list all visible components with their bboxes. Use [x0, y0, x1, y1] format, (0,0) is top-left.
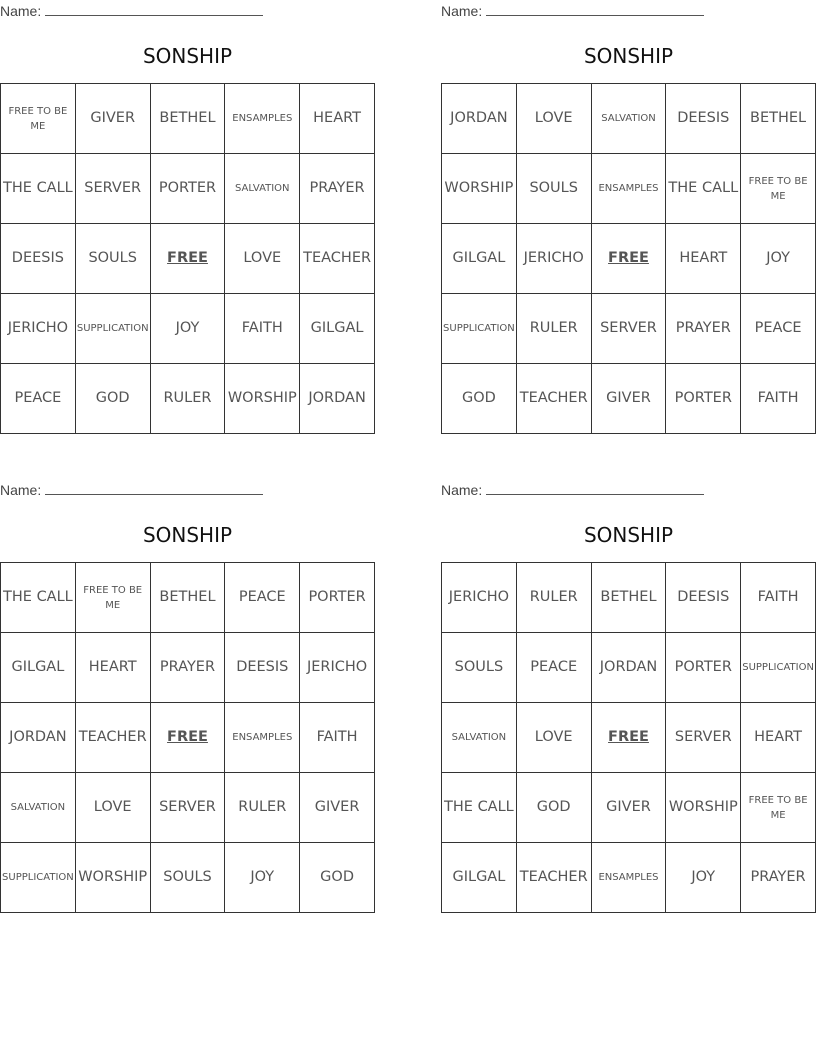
bingo-cell[interactable]: GILGAL — [442, 843, 517, 913]
bingo-cell[interactable]: SOULS — [442, 633, 517, 703]
bingo-cell[interactable]: PORTER — [151, 154, 226, 224]
bingo-cell[interactable]: GOD — [76, 364, 151, 434]
bingo-cell[interactable]: JOY — [741, 224, 816, 294]
bingo-cell[interactable]: DEESIS — [666, 563, 741, 633]
bingo-cell[interactable]: PRAYER — [741, 843, 816, 913]
bingo-cell[interactable]: PRAYER — [151, 633, 226, 703]
bingo-cell[interactable]: RULER — [517, 294, 592, 364]
bingo-card-3 — [0, 479, 375, 913]
bingo-cell[interactable]: JORDAN — [300, 364, 375, 434]
free-space-cell[interactable]: FREE — [151, 224, 226, 294]
name-label: Name: — [0, 3, 42, 19]
bingo-cell[interactable]: PEACE — [741, 294, 816, 364]
bingo-cell[interactable]: TEACHER — [517, 364, 592, 434]
bingo-grid — [0, 562, 375, 913]
bingo-cell[interactable]: HEART — [76, 633, 151, 703]
name-blank-line[interactable] — [45, 481, 263, 495]
bingo-cell[interactable]: JOY — [666, 843, 741, 913]
bingo-cell[interactable]: DEESIS — [225, 633, 300, 703]
name-label: Name: — [441, 3, 483, 19]
bingo-cell[interactable]: BETHEL — [592, 563, 667, 633]
card-title: SONSHIP — [583, 523, 674, 547]
bingo-cell[interactable]: FREE TO BE ME — [1, 84, 76, 154]
bingo-cell[interactable]: GILGAL — [1, 633, 76, 703]
bingo-cell[interactable]: WORSHIP — [442, 154, 517, 224]
bingo-cell[interactable]: GOD — [442, 364, 517, 434]
bingo-cell[interactable]: JOY — [151, 294, 226, 364]
bingo-cell[interactable]: WORSHIP — [666, 773, 741, 843]
bingo-cell[interactable]: ENSAMPLES — [225, 703, 300, 773]
bingo-cell[interactable]: SUPPLICATION — [1, 843, 76, 913]
bingo-cell[interactable]: PRAYER — [300, 154, 375, 224]
bingo-cell[interactable]: GIVER — [76, 84, 151, 154]
bingo-cell[interactable]: JERICHO — [300, 633, 375, 703]
free-space-cell[interactable]: FREE — [592, 703, 667, 773]
bingo-cell[interactable]: HEART — [300, 84, 375, 154]
bingo-cell[interactable]: BETHEL — [741, 84, 816, 154]
bingo-cell[interactable]: SALVATION — [592, 84, 667, 154]
bingo-cell[interactable]: ENSAMPLES — [592, 843, 667, 913]
bingo-cell[interactable]: LOVE — [517, 703, 592, 773]
bingo-cell[interactable]: JOY — [225, 843, 300, 913]
bingo-grid — [0, 83, 375, 434]
bingo-cell[interactable]: JORDAN — [442, 84, 517, 154]
bingo-cell[interactable]: RULER — [151, 364, 226, 434]
bingo-cell[interactable]: GILGAL — [300, 294, 375, 364]
bingo-cell[interactable]: PORTER — [666, 633, 741, 703]
name-field[interactable] — [441, 481, 704, 499]
bingo-cell[interactable]: PEACE — [225, 563, 300, 633]
bingo-cell[interactable]: SUPPLICATION — [741, 633, 816, 703]
card-title: SONSHIP — [142, 523, 233, 547]
bingo-cell[interactable]: PRAYER — [666, 294, 741, 364]
bingo-cell[interactable]: DEESIS — [1, 224, 76, 294]
bingo-cell[interactable]: FREE TO BE ME — [76, 563, 151, 633]
bingo-cell[interactable]: GIVER — [300, 773, 375, 843]
bingo-cell[interactable]: THE CALL — [1, 154, 76, 224]
bingo-grid — [441, 83, 816, 434]
bingo-cell[interactable]: DEESIS — [666, 84, 741, 154]
bingo-cell[interactable]: TEACHER — [76, 703, 151, 773]
bingo-cell[interactable]: THE CALL — [442, 773, 517, 843]
bingo-cell[interactable]: TEACHER — [517, 843, 592, 913]
card-title: SONSHIP — [142, 44, 233, 68]
bingo-cell[interactable]: SALVATION — [1, 773, 76, 843]
bingo-card-2 — [441, 0, 816, 434]
bingo-cell[interactable]: FREE TO BE ME — [741, 773, 816, 843]
bingo-cell[interactable]: FAITH — [300, 703, 375, 773]
card-title: SONSHIP — [583, 44, 674, 68]
bingo-cell[interactable]: JORDAN — [592, 633, 667, 703]
bingo-cell[interactable]: SOULS — [151, 843, 226, 913]
bingo-card-4 — [441, 479, 816, 913]
name-label: Name: — [441, 482, 483, 498]
bingo-cell[interactable]: SERVER — [76, 154, 151, 224]
bingo-cell[interactable]: ENSAMPLES — [592, 154, 667, 224]
bingo-cell[interactable]: SALVATION — [442, 703, 517, 773]
bingo-cell[interactable]: SOULS — [76, 224, 151, 294]
bingo-cell[interactable]: TEACHER — [300, 224, 375, 294]
bingo-grid — [441, 562, 816, 913]
bingo-cell[interactable]: SERVER — [666, 703, 741, 773]
bingo-cell[interactable]: LOVE — [517, 84, 592, 154]
bingo-cell[interactable]: HEART — [741, 703, 816, 773]
bingo-cell[interactable]: SALVATION — [225, 154, 300, 224]
bingo-cell[interactable]: WORSHIP — [225, 364, 300, 434]
bingo-cell[interactable]: PORTER — [666, 364, 741, 434]
free-space-cell[interactable]: FREE — [592, 224, 667, 294]
bingo-cell[interactable]: FAITH — [741, 563, 816, 633]
bingo-cell[interactable]: BETHEL — [151, 84, 226, 154]
free-space-cell[interactable]: FREE — [151, 703, 226, 773]
bingo-cell[interactable]: FREE TO BE ME — [741, 154, 816, 224]
name-blank-line[interactable] — [486, 481, 704, 495]
bingo-cell[interactable]: PEACE — [1, 364, 76, 434]
bingo-cell[interactable]: GILGAL — [442, 224, 517, 294]
name-field[interactable] — [441, 2, 704, 20]
name-field[interactable] — [0, 481, 263, 499]
bingo-cell[interactable]: PORTER — [300, 563, 375, 633]
bingo-cell[interactable]: SOULS — [517, 154, 592, 224]
bingo-cell[interactable]: SERVER — [592, 294, 667, 364]
bingo-cell[interactable]: LOVE — [225, 224, 300, 294]
bingo-cell[interactable]: HEART — [666, 224, 741, 294]
bingo-cell[interactable]: SUPPLICATION — [442, 294, 517, 364]
bingo-cell[interactable]: FAITH — [225, 294, 300, 364]
bingo-cell[interactable]: ENSAMPLES — [225, 84, 300, 154]
bingo-cell[interactable]: GOD — [517, 773, 592, 843]
bingo-cell[interactable]: JORDAN — [1, 703, 76, 773]
name-blank-line[interactable] — [486, 2, 704, 16]
bingo-cell[interactable]: JERICHO — [1, 294, 76, 364]
bingo-cell[interactable]: SERVER — [151, 773, 226, 843]
bingo-cell[interactable]: JERICHO — [517, 224, 592, 294]
bingo-cell[interactable]: FAITH — [741, 364, 816, 434]
bingo-cell[interactable]: GIVER — [592, 773, 667, 843]
bingo-cell[interactable]: THE CALL — [666, 154, 741, 224]
bingo-cell[interactable]: RULER — [517, 563, 592, 633]
bingo-cell[interactable]: THE CALL — [1, 563, 76, 633]
bingo-cell[interactable]: GIVER — [592, 364, 667, 434]
bingo-cell[interactable]: JERICHO — [442, 563, 517, 633]
bingo-cell[interactable]: PEACE — [517, 633, 592, 703]
name-field[interactable] — [0, 2, 263, 20]
name-label: Name: — [0, 482, 42, 498]
bingo-cell[interactable]: WORSHIP — [76, 843, 151, 913]
bingo-cell[interactable]: RULER — [225, 773, 300, 843]
bingo-cell[interactable]: SUPPLICATION — [76, 294, 151, 364]
bingo-cell[interactable]: BETHEL — [151, 563, 226, 633]
bingo-card-1 — [0, 0, 375, 434]
name-blank-line[interactable] — [45, 2, 263, 16]
bingo-cell[interactable]: GOD — [300, 843, 375, 913]
bingo-cell[interactable]: LOVE — [76, 773, 151, 843]
